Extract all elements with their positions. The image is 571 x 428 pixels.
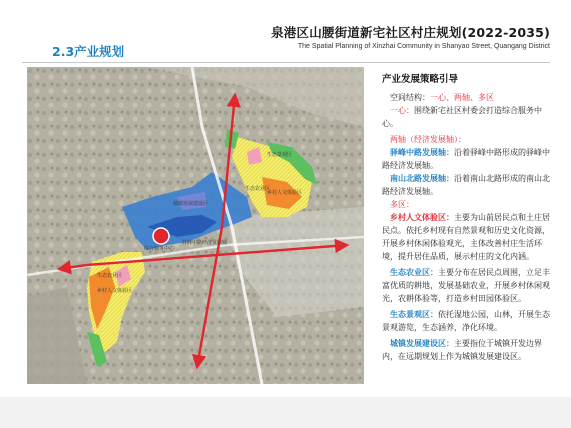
zone4-label: 城镇发展建设区： — [390, 339, 454, 348]
panel-heading: 产业发展策略引导 — [382, 74, 459, 85]
footer-bar — [0, 397, 571, 428]
axis1-text: 沿着驿峰中路形成的驿峰中路经济发展轴。 — [382, 148, 550, 170]
page-title: 泉港区山腰街道新宅社区村庄规划(2022-2035) — [271, 25, 550, 40]
zone1-line — [374, 211, 550, 263]
map-label-urban-dev: 城镇发展建设区 — [173, 201, 209, 207]
zone2-line — [374, 266, 550, 305]
core-line — [374, 104, 550, 130]
zone4-text: 主要指位于城镇开发边界内，在远期规划上作为城镇发展建设区。 — [382, 339, 542, 361]
zones-line — [374, 198, 550, 211]
header-divider — [22, 62, 550, 63]
axis2-label: 南山北路发展轴： — [390, 174, 454, 183]
structure-value: 一心、两轴、多区 — [430, 93, 494, 102]
zone4-line — [374, 337, 550, 363]
zone3-line — [374, 308, 550, 334]
axis2-text: 沿着南山北路形成的南山北路经济发展轴。 — [382, 174, 550, 196]
axis1-line — [374, 146, 550, 172]
zone3-label: 生态景观区： — [390, 310, 438, 319]
axis2-line — [374, 172, 550, 198]
planning-map — [27, 67, 364, 384]
zone1-text: 主要为山前居民点和土庄居民点。依托乡村现有自然景观和历史文化资源，开展乡村休闲体验观光，主体改善村庄生活环境，提升居住品质，展示村庄的文化内涵。 — [382, 213, 550, 261]
page-subtitle: The Spatial Planning of Xinzhai Community in Shanyao Street, Quangang District — [297, 43, 550, 50]
strategy-panel — [374, 67, 550, 363]
zone2-label: 生态农业区： — [390, 268, 438, 277]
map-label-service-center: 综合服务中心 — [144, 246, 175, 252]
core-label: 一心： — [390, 106, 414, 115]
map-label-eco-agri-sw: 生态农业区 — [97, 273, 123, 279]
map-label-eco-agri: 生态农业区 — [245, 186, 271, 192]
zone2-text: 主要分布在居民点周围，立足丰富优质的耕地，发展基础农业，开展乡村休闲观光，农耕体验等，打造乡村田园体验区。 — [382, 268, 550, 303]
map-label-road-axis: 驿峰中路经济发展轴 — [182, 240, 228, 246]
zone1-label: 乡村人文体验区： — [390, 213, 454, 222]
zone3-text: 依托湿地公园，山林，开展生态景观游览，生态涵养，净化环境。 — [382, 310, 550, 332]
axes-line — [374, 133, 550, 146]
service-center-marker — [153, 228, 169, 244]
map-label-rural-culture-ne: 乡村人文体验区 — [267, 190, 303, 196]
structure-line — [374, 91, 550, 104]
structure-label: 空间结构： — [390, 93, 430, 102]
zones-label: 多区： — [390, 200, 414, 209]
axes-label: 两轴（经济发展轴）： — [390, 135, 466, 144]
map-label-rural-culture-sw: 乡村人文体验区 — [97, 288, 133, 294]
map-canvas — [27, 67, 364, 384]
section-title: 2.3产业规划 — [52, 44, 125, 59]
axis1-label: 驿峰中路发展轴： — [390, 148, 454, 157]
map-label-eco-landscape: 生态景观区 — [267, 152, 293, 158]
core-text: 围绕新宅社区村委会打造综合服务中心。 — [382, 106, 542, 128]
